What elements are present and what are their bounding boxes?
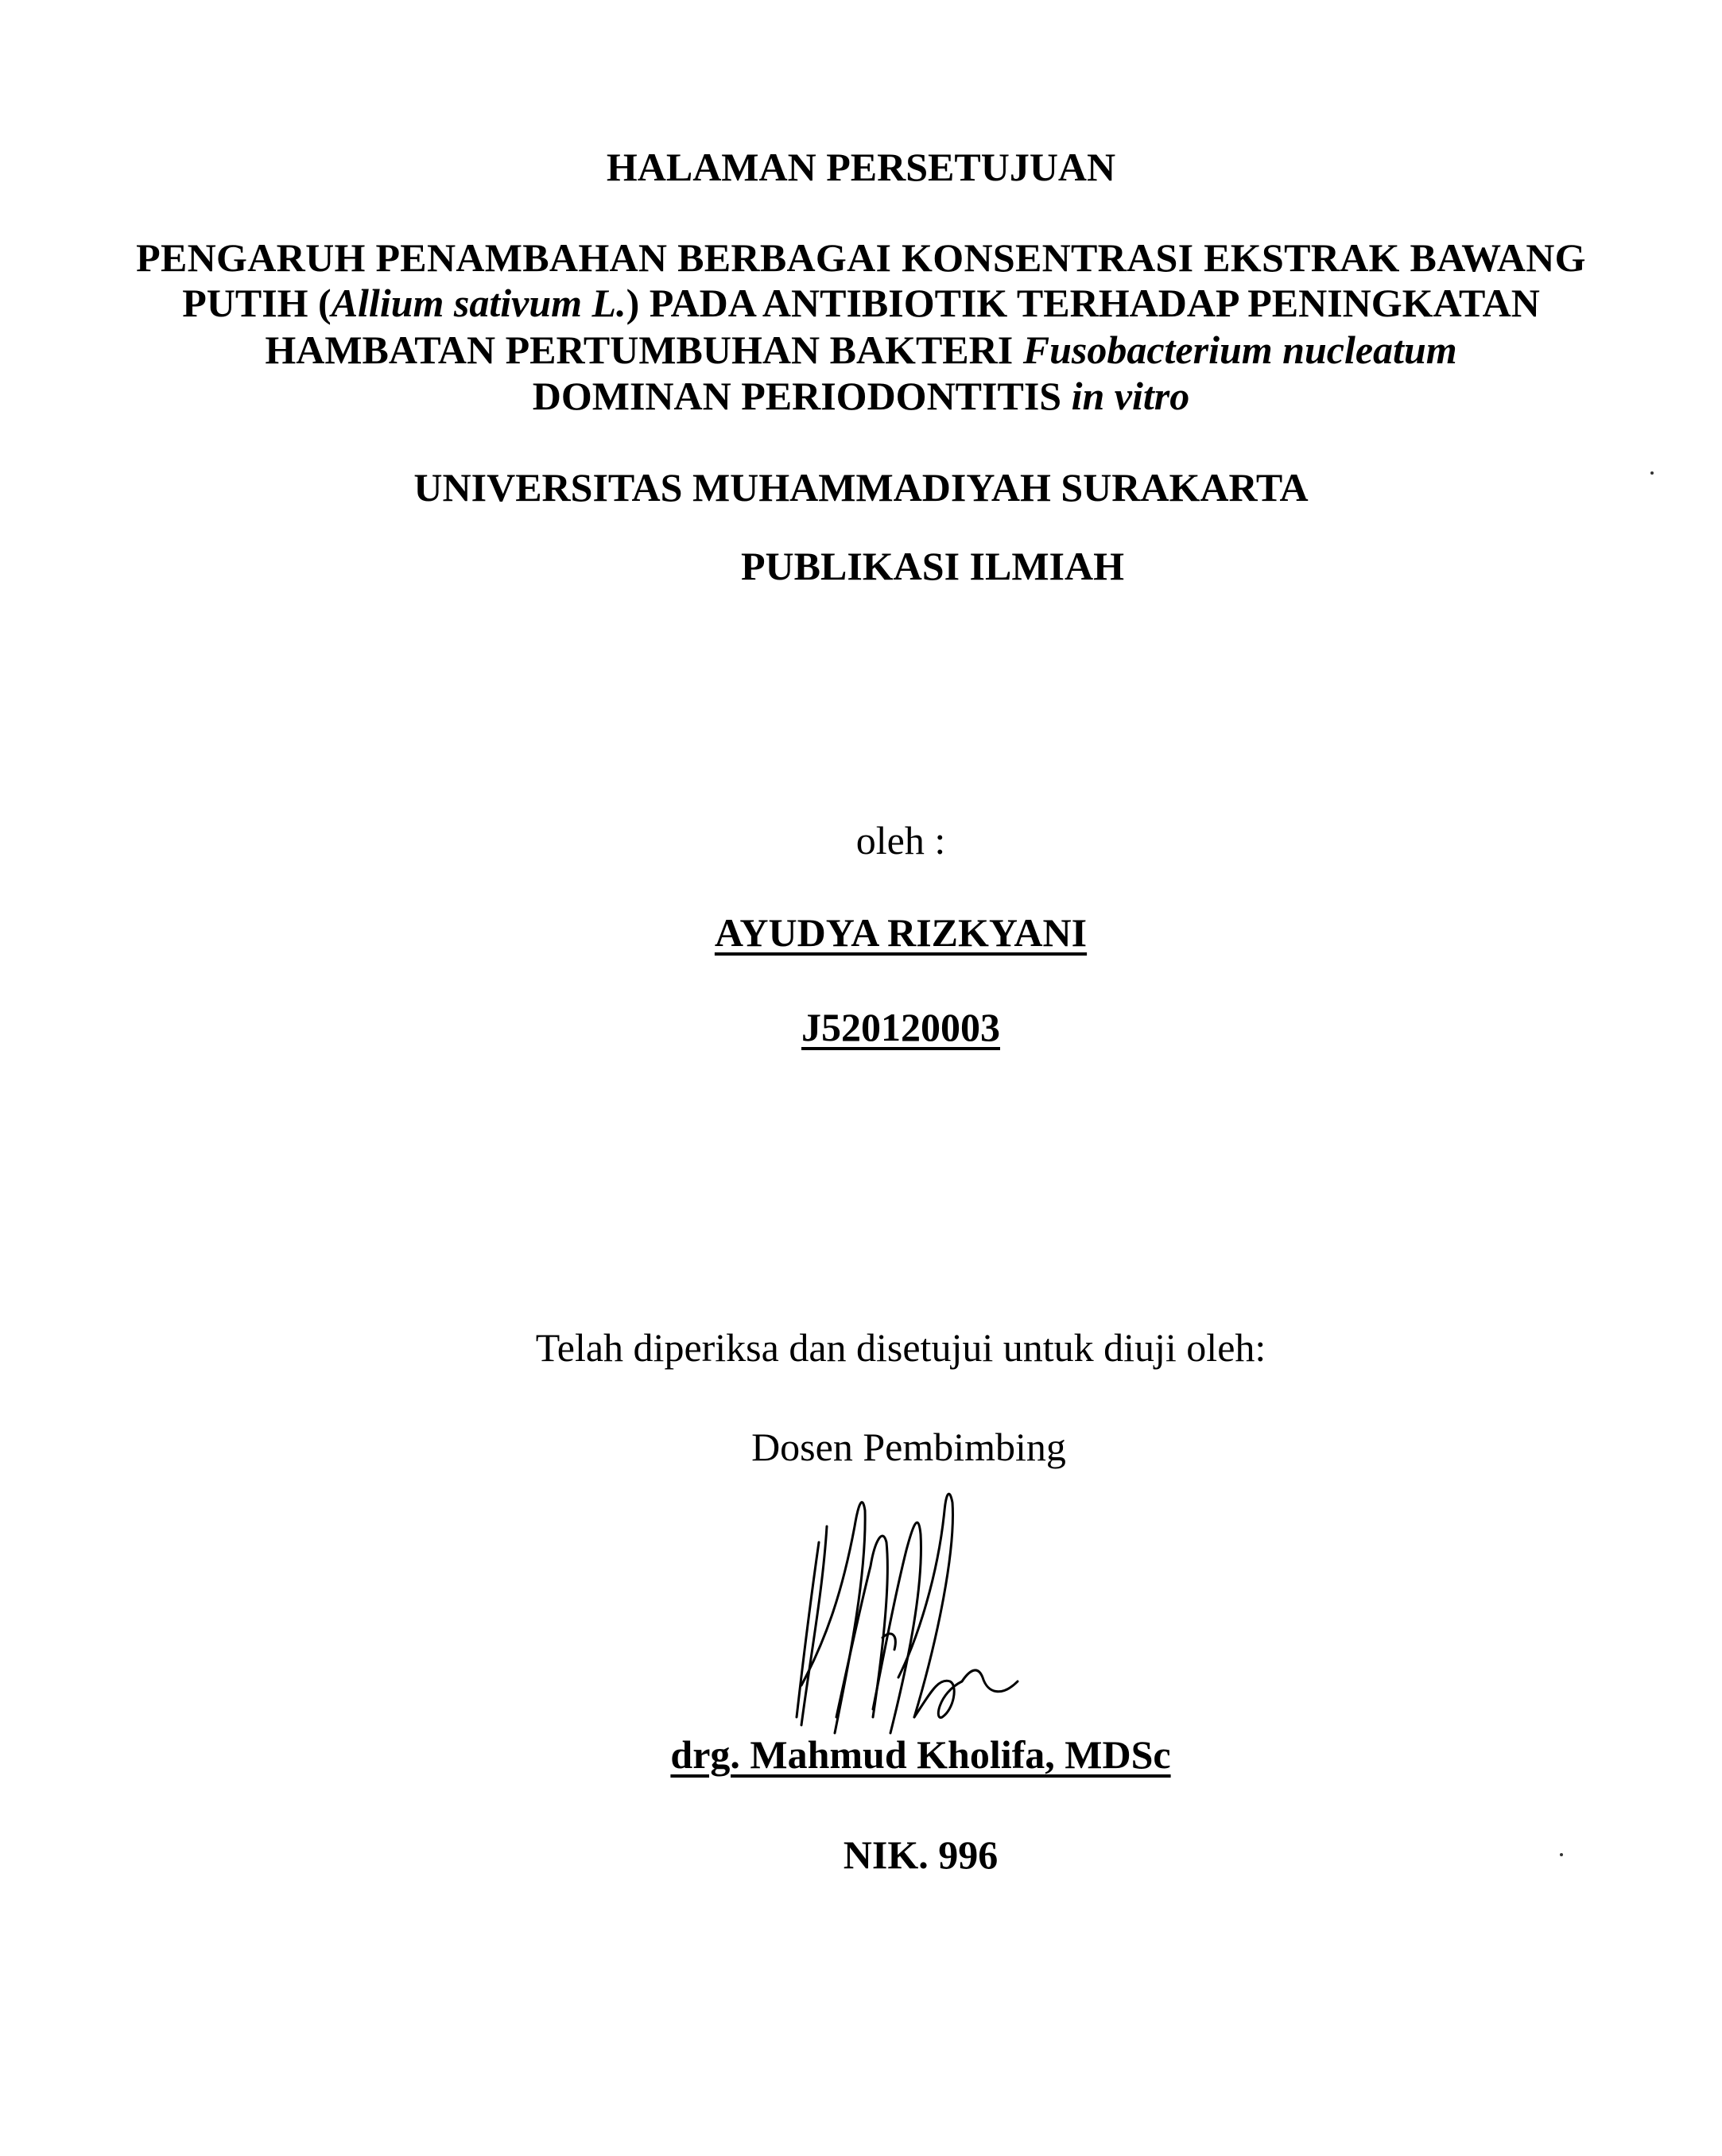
- author-name-row: [40, 909, 1722, 956]
- title-bacteria-name: Fusobacterium nucleatum: [1022, 328, 1457, 372]
- thesis-title-line-4: [0, 372, 1722, 420]
- thesis-title-line-1: [0, 234, 1722, 281]
- university-name: UNIVERSITAS MUHAMMADIYAH SURAKARTA: [413, 465, 1309, 510]
- approval-statement: Telah diperiksa dan disetujui untuk diuji oleh:: [535, 1325, 1266, 1370]
- title-species-name: Allium sativum L.: [331, 281, 626, 325]
- title-line4-prefix: DOMINAN PERIODONTITIS: [532, 374, 1072, 418]
- scan-speck: [1650, 471, 1654, 475]
- title-in-vitro: in vitro: [1071, 374, 1190, 418]
- by-label: oleh :: [855, 818, 946, 863]
- title-line2-suffix: ) PADA ANTIBIOTIK TERHADAP PENINGKATAN: [626, 281, 1540, 325]
- supervisor-label: Dosen Pembimbing: [751, 1425, 1066, 1469]
- student-id: J520120003: [801, 1005, 1000, 1049]
- student-id-row: [40, 1003, 1722, 1051]
- publication-type: PUBLIKASI ILMIAH: [740, 544, 1125, 588]
- title-line1-text: PENGARUH PENAMBAHAN BERBAGAI KONSENTRASI EKSTRAK BAWANG: [136, 235, 1586, 280]
- thesis-title-line-2: [0, 279, 1722, 327]
- thesis-title-line-3: [0, 326, 1722, 374]
- page-heading: HALAMAN PERSETUJUAN: [606, 145, 1116, 189]
- title-line3-prefix: HAMBATAN PERTUMBUHAN BAKTERI: [265, 328, 1023, 372]
- author-name: AYUDYA RIZKYANI: [714, 910, 1088, 955]
- signer-name: drg. Mahmud Kholifa, MDSc: [670, 1732, 1171, 1777]
- signer-nik: NIK. 996: [843, 1832, 999, 1877]
- handwritten-signature: [779, 1479, 1034, 1741]
- scan-speck: [1560, 1853, 1563, 1856]
- title-line2-prefix: PUTIH (: [182, 281, 332, 325]
- signer-name-row: [60, 1731, 1722, 1778]
